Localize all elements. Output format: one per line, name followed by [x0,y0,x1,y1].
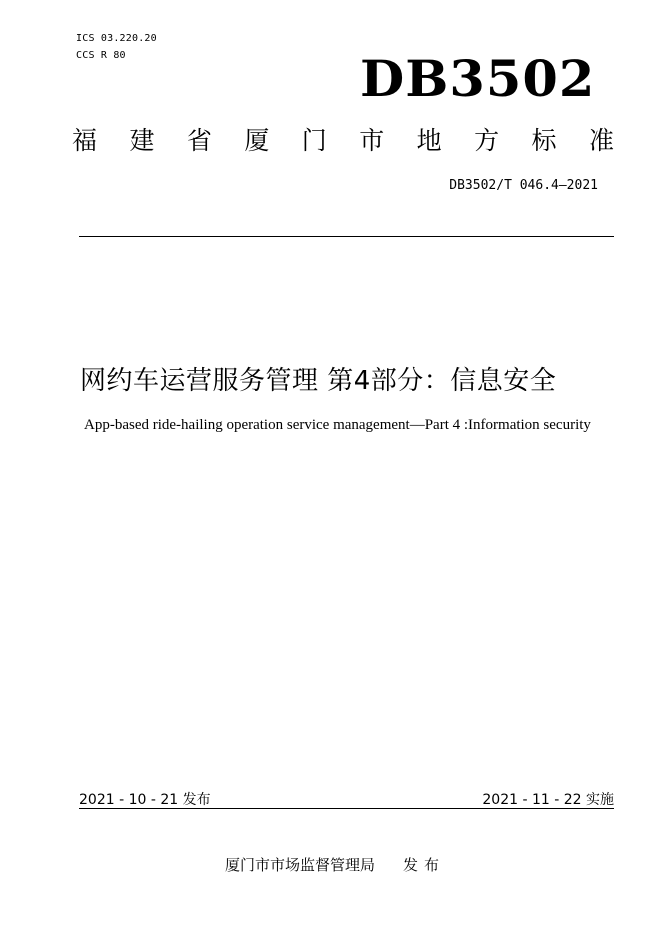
publisher-line [225,854,445,875]
issue-date: 2021 - 10 - 21 发布 [79,792,211,808]
standard-kind-char: 方 [474,126,500,155]
publish-action: 发布 [403,856,446,874]
db-logo: DB3502 [360,49,596,108]
standard-kind-char: 准 [588,126,614,155]
standard-kind-char: 门 [301,126,327,155]
title-chinese: 网约车运营服务管理 第4部分：信息安全 [80,366,557,396]
top-divider [79,236,614,237]
ics-code: ICS 03.220.20 [76,33,157,44]
title-english: App-based ride-hailing operation service management—Part 4 :Information security [84,417,591,433]
standard-kind-char: 标 [531,126,557,155]
standard-kind-char: 市 [359,126,385,155]
standard-kind-char: 省 [186,126,212,155]
bottom-divider [79,808,614,809]
ccs-code: CCS R 80 [76,50,126,61]
implementation-date: 2021 - 11 - 22 实施 [482,792,614,808]
standard-kind-char: 地 [416,126,442,155]
standard-number: DB3502/T 046.4—2021 [449,178,598,193]
standard-kind-char: 福 [72,126,98,155]
publisher-name: 厦门市市场监督管理局 [225,856,376,874]
standard-kind-char: 建 [129,126,155,155]
standard-kind-heading [72,128,614,153]
standard-kind-char: 厦 [244,126,270,155]
